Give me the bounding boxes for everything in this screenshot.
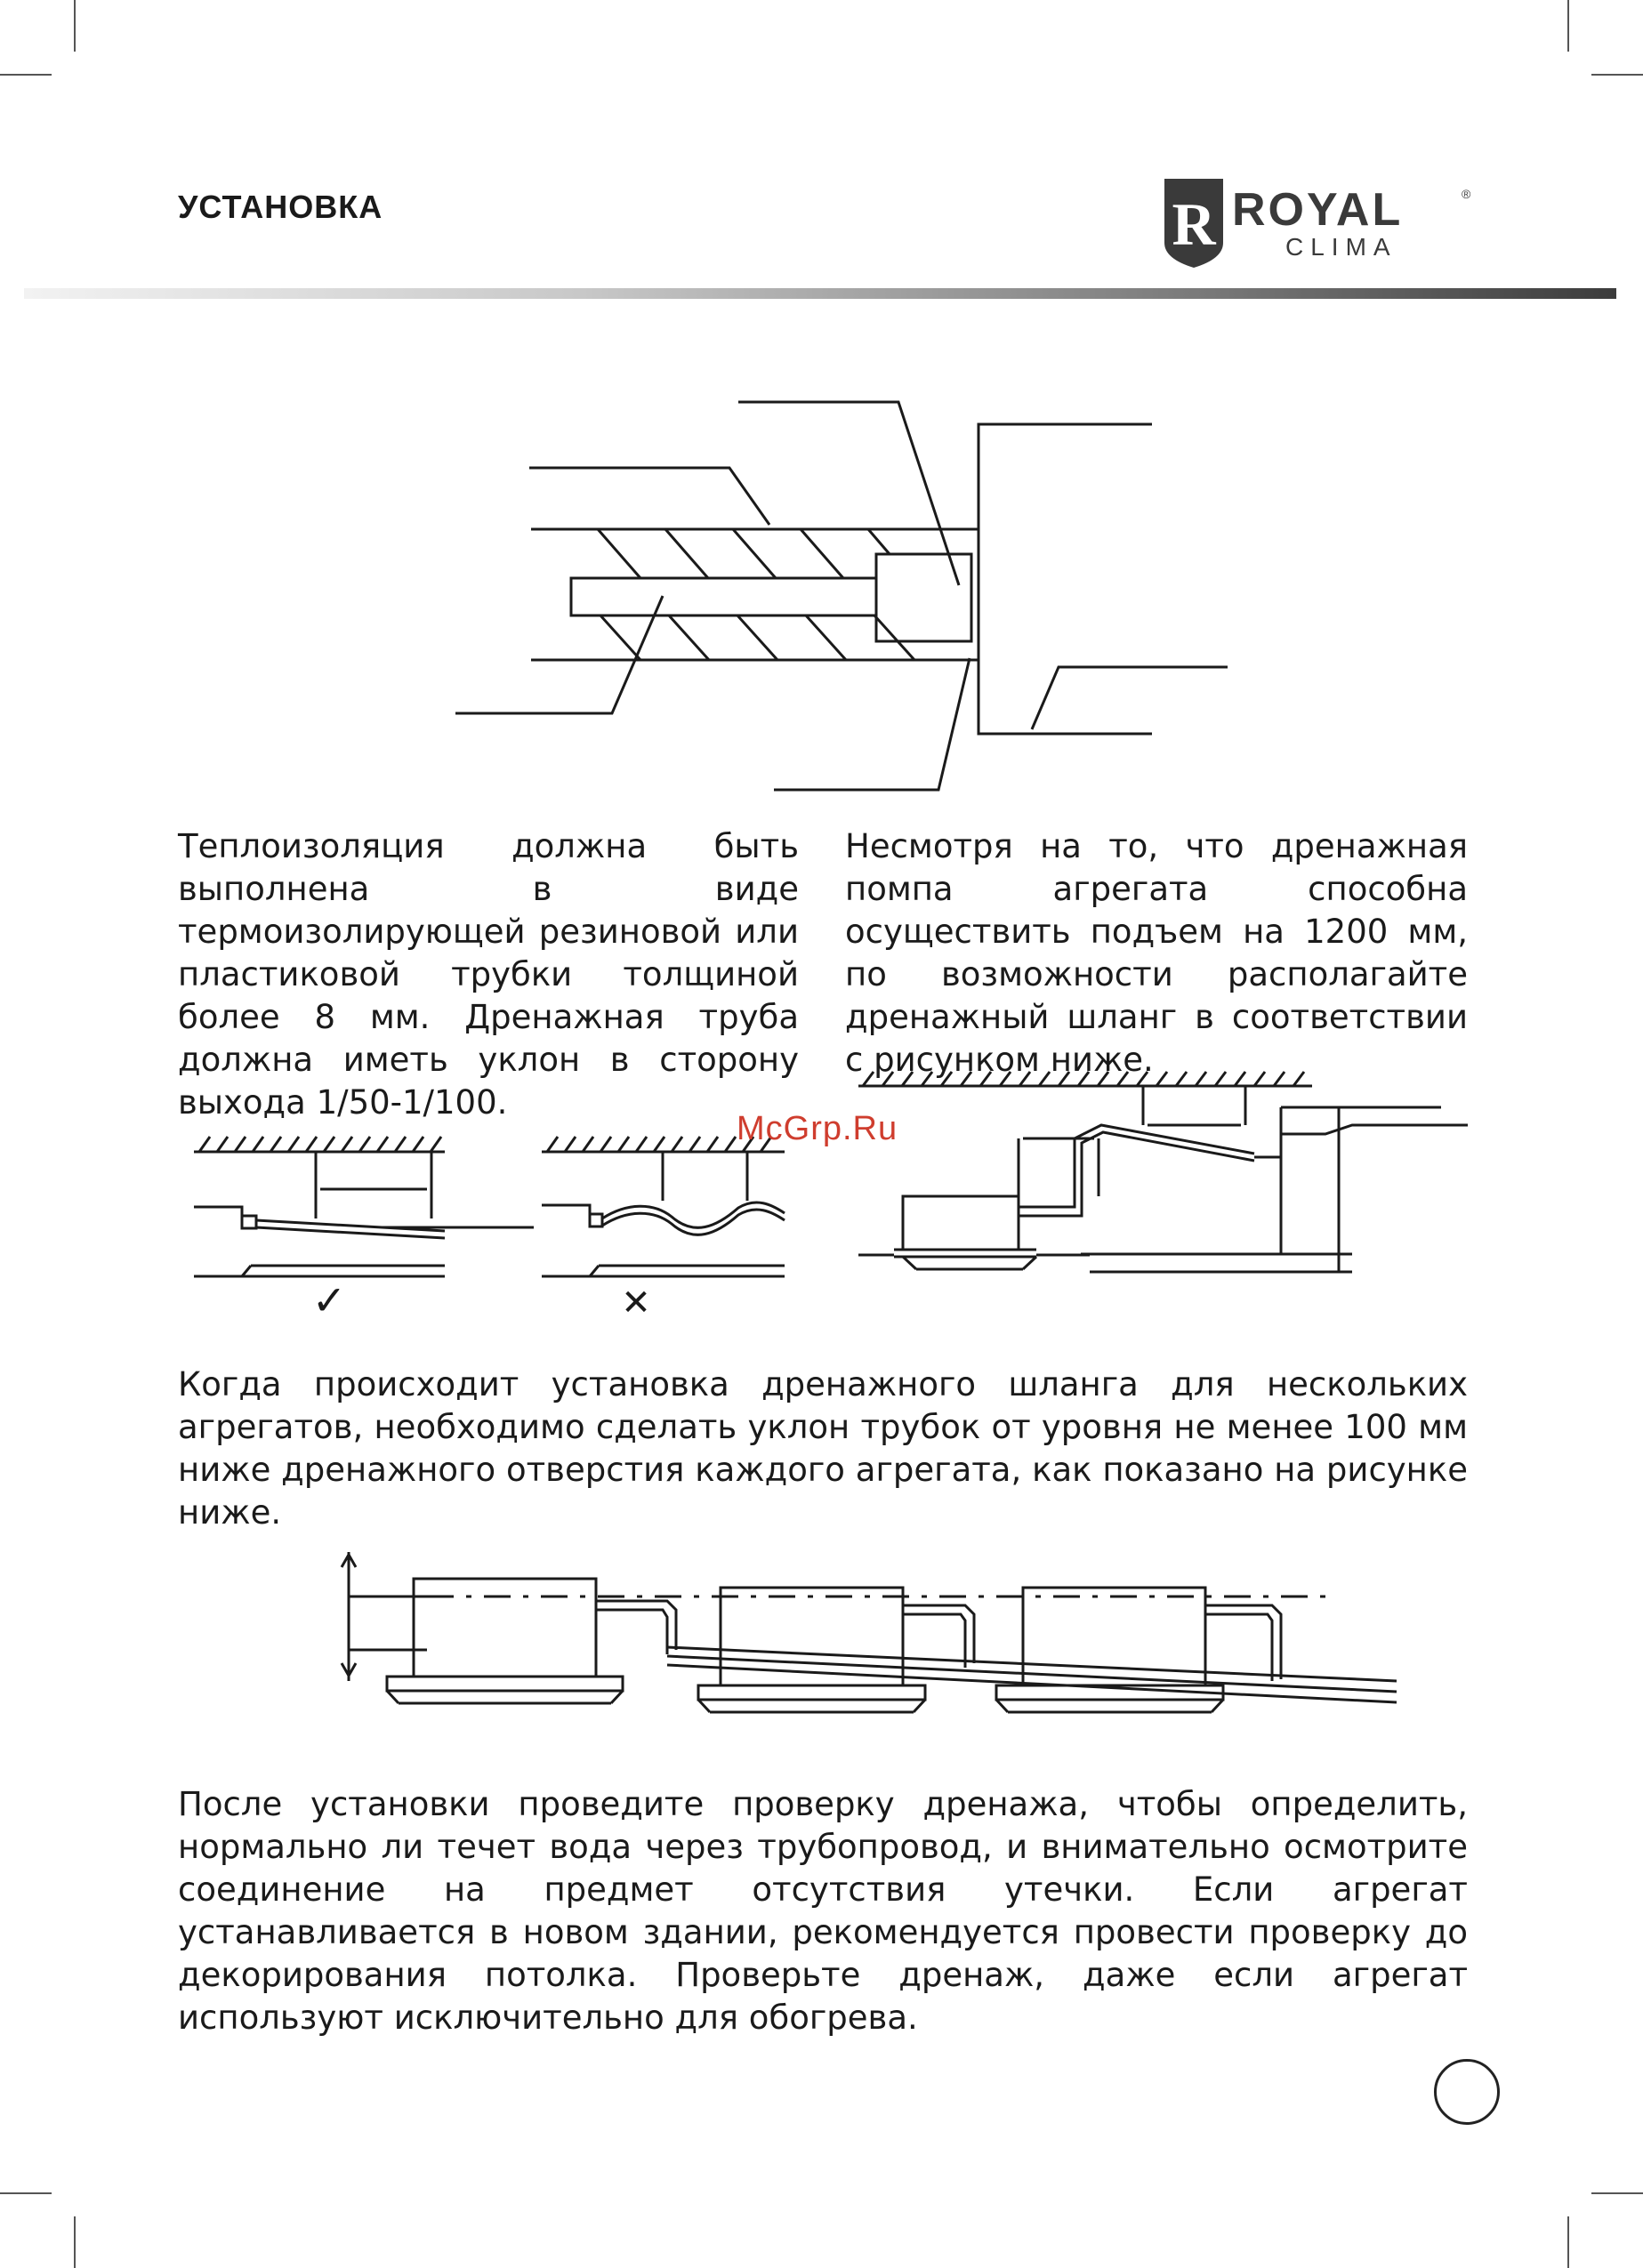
correct-slope-diagram — [187, 1138, 543, 1325]
wrong-cross-icon: ✕ — [621, 1283, 651, 1323]
brand-logo — [1161, 173, 1472, 271]
logo-registered-mark: ® — [1462, 187, 1471, 201]
section-title: УСТАНОВКА — [178, 189, 383, 225]
crop-mark — [74, 0, 76, 52]
crop-mark — [1591, 74, 1643, 76]
pump-lift-diagram — [854, 1072, 1477, 1285]
page-number-circle — [1434, 2059, 1500, 2125]
multi-units-paragraph: Когда происходит установка дренажного шланга для нескольких агрегатов, необходимо сделать уклон трубок от уровня не менее 100 мм ниже дренажного отверстия каждого агрегата, как показано на рисунке ниже. — [178, 1365, 1468, 1532]
multi-unit-drain-diagram — [329, 1548, 1397, 1734]
insulation-diagram — [445, 391, 1174, 800]
insulation-paragraph: Теплоизоляция должна быть выполнена в виде термоизолирующей резиновой или пластиковой трубки толщиной более 8 мм. Дренажная труба должна иметь уклон в сторону выхода 1/50-1/100. — [178, 827, 799, 1122]
header-rule — [24, 288, 1616, 299]
crop-mark — [1567, 2216, 1569, 2268]
crop-mark — [74, 2216, 76, 2268]
correct-check-icon: ✓ — [311, 1276, 347, 1324]
pump-paragraph: Несмотря на то, что дренажная помпа агрегата способна осуществить подъем на 1200 мм, по возможности располагайте дренажный шланг в соответствии с рисунком ниже. — [845, 827, 1468, 1079]
crop-mark — [1567, 0, 1569, 52]
logo-letter: R — [1172, 190, 1216, 258]
watermark: McGrp.Ru — [737, 1110, 898, 1147]
logo-brand: ROYAL — [1232, 184, 1404, 236]
wrong-slope-diagram — [538, 1138, 796, 1325]
crop-mark — [1591, 2192, 1643, 2194]
crop-mark — [0, 2192, 52, 2194]
drain-check-paragraph: После установки проведите проверку дренажа, чтобы определить, нормально ли течет вода через трубопровод, и внимательно осмотрите соединение на предмет отсутствия утечки. Если агрегат устанавливается в новом здании, рекомендуется провести проверку до декорирования потолка. Проверьте дренаж, даже если агрегат используют исключительно для обогрева. — [178, 1785, 1468, 2037]
crop-mark — [0, 74, 52, 76]
logo-sub: CLIMA — [1285, 233, 1397, 261]
